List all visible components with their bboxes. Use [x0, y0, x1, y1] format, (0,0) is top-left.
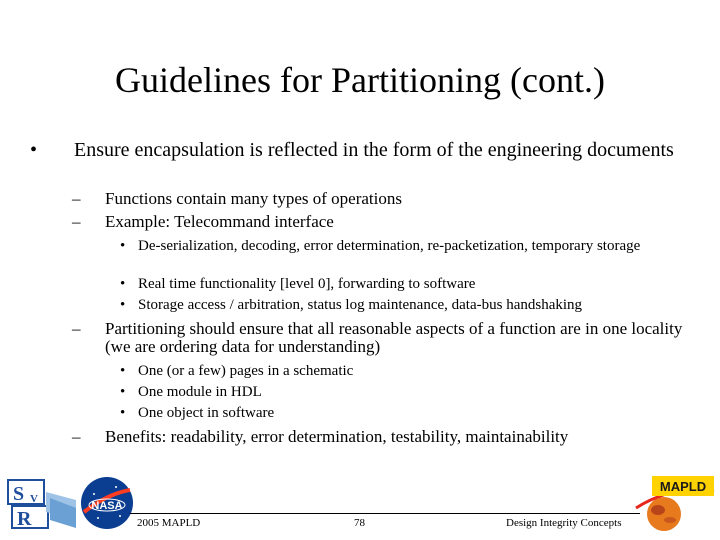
subsub-text: One object in software [138, 405, 275, 421]
footer-topic: Design Integrity Concepts [506, 517, 622, 529]
bullet-marker: • [120, 405, 126, 421]
dash-marker: – [72, 189, 81, 208]
subbullet-text: Example: Telecommand interface [105, 212, 334, 231]
bullet-marker: • [30, 139, 38, 161]
svg-text:NASA: NASA [91, 500, 123, 512]
subbullet-text: Benefits: readability, error determination, testability, maintainability [105, 427, 569, 446]
bullet-marker: • [120, 384, 126, 400]
nasa-logo-icon [80, 472, 134, 534]
dash-marker: – [72, 319, 81, 338]
dash-marker: – [72, 427, 81, 446]
bullet-marker: • [120, 276, 126, 292]
dash-marker: – [72, 212, 81, 231]
svr-logo-icon [6, 478, 78, 530]
bullet-marker: • [120, 238, 126, 254]
footer-divider [130, 513, 640, 514]
svg-text:V: V [30, 493, 38, 505]
subbullet-text: Partitioning should ensure that all reasonable aspects of a function are in one locality (we are ordering data for understanding) [105, 319, 683, 356]
bullet-text: Ensure encapsulation is reflected in the form of the engineering documents [74, 139, 674, 161]
svg-text:R: R [17, 508, 32, 530]
subsub-text: One module in HDL [138, 384, 262, 400]
subbullet-text: Functions contain many types of operations [105, 189, 402, 208]
subsub-text: Real time functionality [level 0], forwarding to software [138, 276, 476, 292]
bullet-marker: • [120, 297, 126, 313]
footer-conference: 2005 MAPLD [137, 517, 201, 529]
bullet-marker: • [120, 363, 126, 379]
subsub-text: Storage access / arbitration, status log maintenance, data-bus handshaking [138, 297, 583, 313]
page-number: 78 [354, 517, 365, 529]
svg-text:S: S [13, 483, 25, 505]
slide-title: Guidelines for Partitioning (cont.) [115, 60, 605, 100]
subsub-text: One (or a few) pages in a schematic [138, 363, 354, 379]
svg-text:MAPLD: MAPLD [659, 479, 707, 494]
mapld-logo-icon [634, 474, 716, 536]
subsub-text: De-serialization, decoding, error determination, re-packetization, temporary storage [138, 238, 641, 254]
